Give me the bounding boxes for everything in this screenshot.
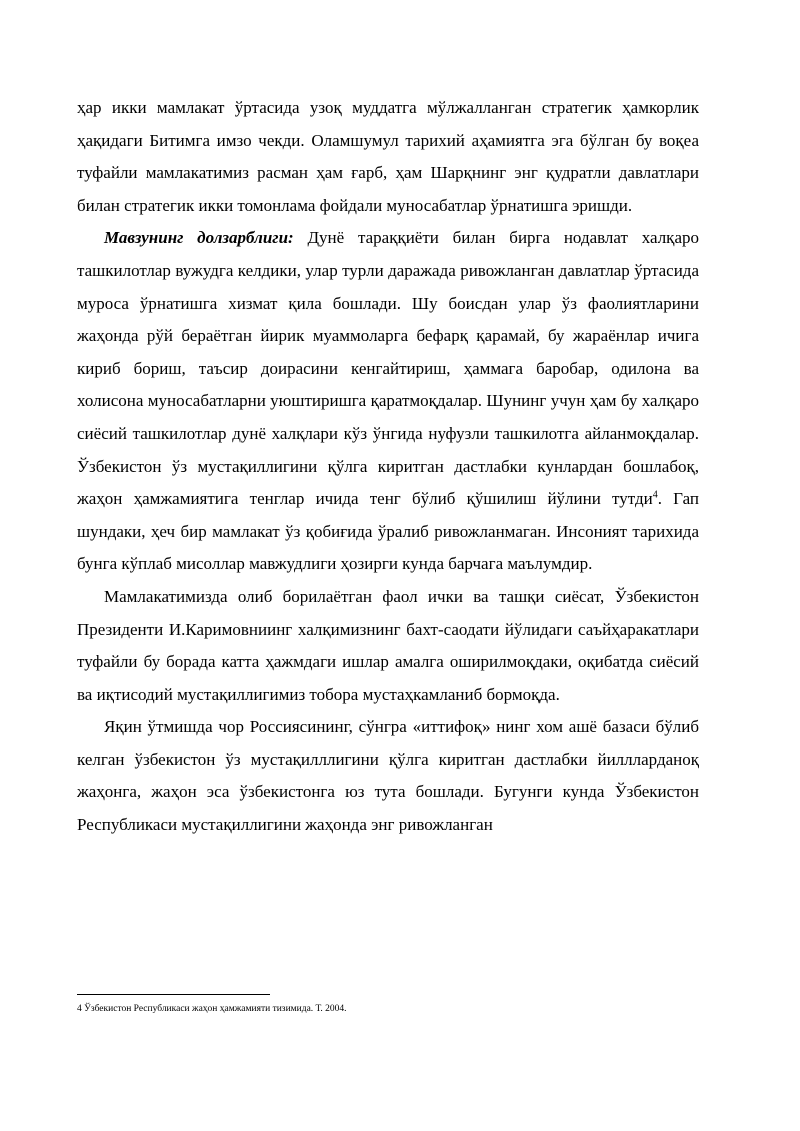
paragraph-3: Мамлакатимизда олиб борилаётган фаол ички ва ташқи сиёсат, Ўзбекистон Президенти И.Каримовниинг халқимизнинг бахт-саодати йўлидаги саъйҳаракатлари туфайли бу борада катта ҳажмдаги ишлар амалга оширилмоқдаки, оқибатда сиёсий ва иқтисодий мустақиллигимиз тобора мустаҳкамланиб бормоқда.: [77, 586, 699, 704]
footnote-number: 4: [77, 1004, 82, 1014]
footnote: [77, 1003, 347, 1015]
document-body: [77, 92, 699, 842]
paragraph-1: ҳар икки мамлакат ўртасида узоқ муддатга мўлжалланган стратегик ҳамкорлик ҳақидаги Битимга имзо чекди. Оламшумул тарихий аҳамиятга эга бўлган бу воқеа туфайли мамлакатимиз расман ҳам ғарб, ҳам Шарқнинг энг қудратли давлатлари билан стратегик икки томонлама фойдали муносабатлар ўрнатишга эришди.: [77, 98, 699, 215]
paragraph-4: Яқин ўтмишда чор Россиясининг, сўнгра «иттифоқ» нинг хом ашё базаси бўлиб келган ўзбекистон ўз мустақилллигини қўлга киритган дастлабки йиллларданоқ жаҳонга, жаҳон эса ўзбекистонга юз тута бошлади. Бугунги кунда Ўзбекистон Республикаси мустақиллигини жаҳонда энг ривожланган: [77, 717, 699, 835]
paragraph-2-text-a: Дунё тараққиёти билан бирга нодавлат халқаро ташкилотлар вужудга келдики, улар турли даражада ривожланган давлатлар ўртасида муроса ўрнатишга хизмат қила бошлади. Шу боисдан улар ўз фаолиятларини жаҳонда рўй бераётган йирик муаммоларга бефарқ қарамай, бу жараёнлар ичига кириб бориш, таъсир доирасини кенгайтириш, ҳаммага баробар, одилона ва холисона муносабатларни уюштиришга қаратмоқдалар. Шунинг учун ҳам бу халқаро сиёсий ташкилотлар дунё халқлари кўз ўнгида нуфузли ташкилотга айланмоқдалар. Ўзбекистон ўз мустақиллигини қўлга киритган дастлабки кунлардан бошлабоқ, жаҳон ҳамжамиятига тенглар ичида тенг бўлиб қўшилиш йўлини тутди: [77, 228, 699, 509]
paragraph-2-text-b: . Гап шундаки, ҳеч бир мамлакат ўз қобиғида ўралиб ривожланмаган. Инсоният тарихида бунга кўплаб мисоллар мавжудлиги ҳозирги кунда барчага маълумдир.: [77, 489, 699, 574]
footnote-reference[interactable]: 4: [652, 489, 658, 501]
section-lead-heading: Мавзунинг долзарблиги:: [104, 228, 294, 248]
footnote-separator: [77, 994, 270, 995]
paragraph-2: [77, 222, 699, 581]
footnote-text: Ўзбекистон Республикаси жаҳон ҳамжамияти тизимида. Т. 2004.: [81, 1004, 347, 1014]
